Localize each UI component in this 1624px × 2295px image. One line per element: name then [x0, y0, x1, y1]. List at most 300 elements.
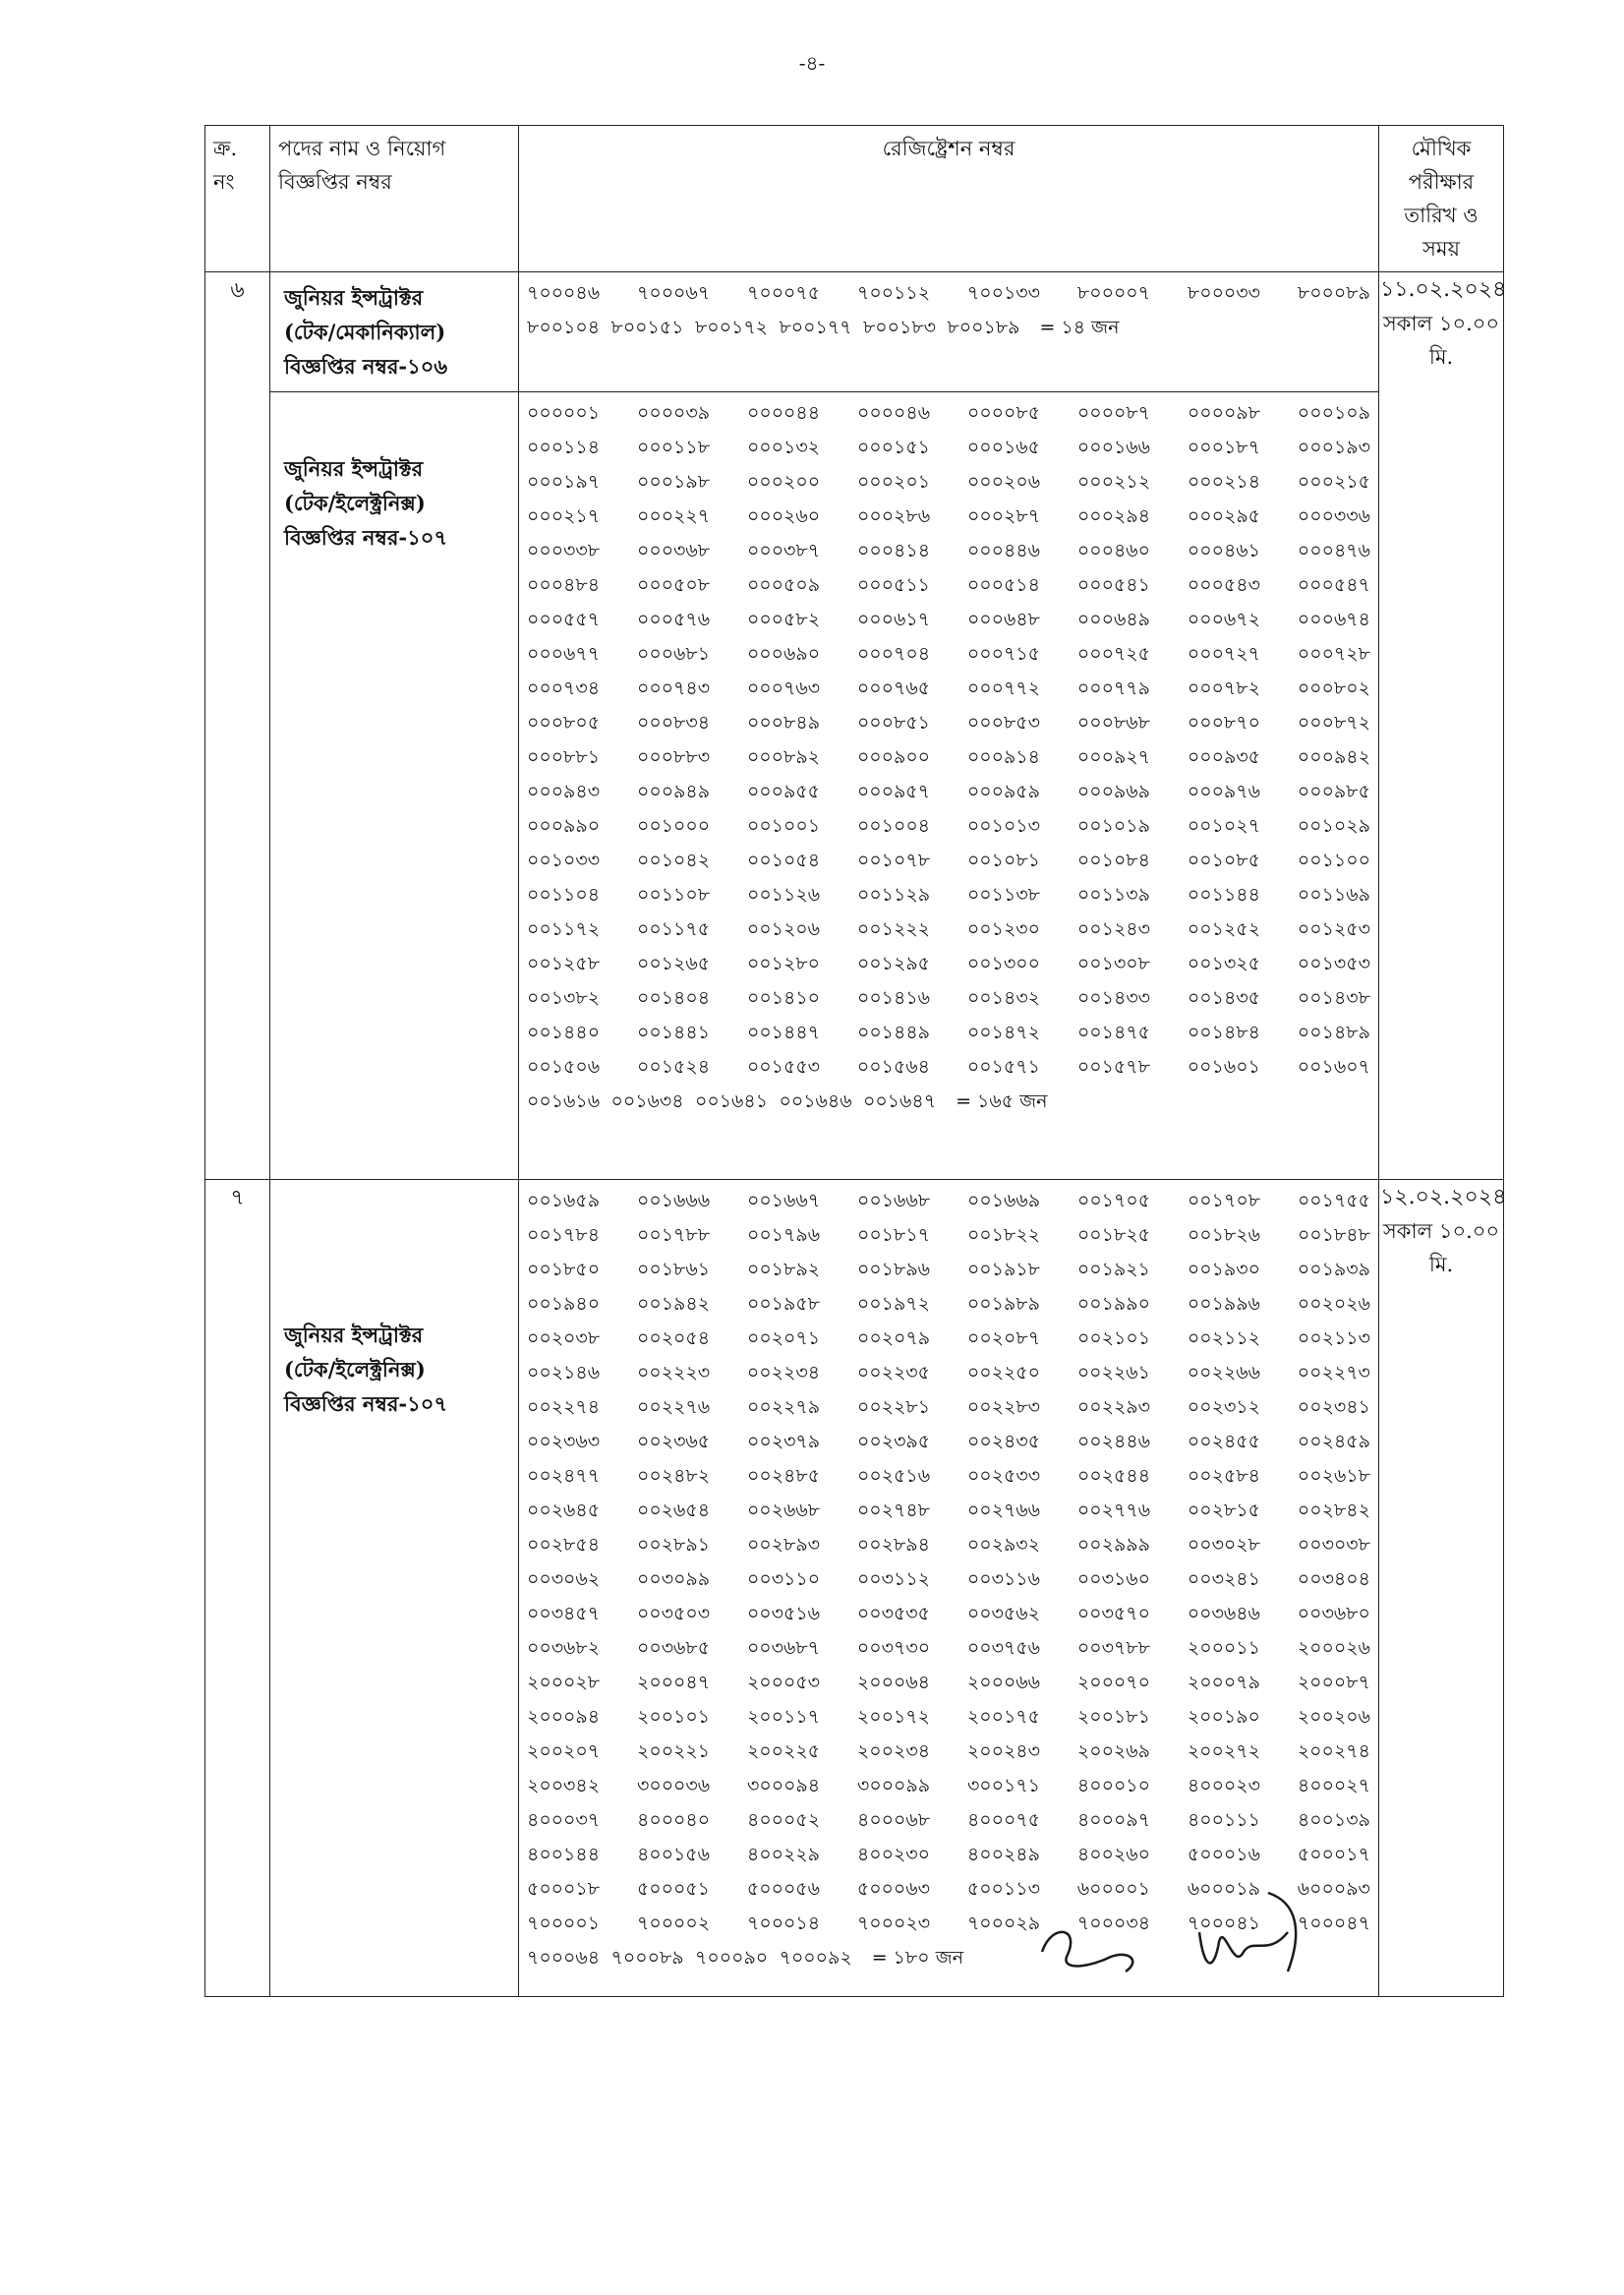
registration-number: ০০২২৮৩	[966, 1396, 1041, 1418]
registration-number: ০০১০০১	[746, 815, 821, 837]
registration-number: ০০১৪৩২	[966, 987, 1041, 1009]
registration-number: ২০০২২৫	[746, 1740, 821, 1762]
registration-number: ৭০০০০১	[527, 1912, 601, 1934]
registration-number: ০০০৮৪৯	[746, 712, 821, 734]
registration-number: ০০২১৪৬	[527, 1362, 601, 1383]
registration-number: ০০২০৭৯	[856, 1327, 931, 1349]
registration-number: ০০০৬৮১	[637, 643, 711, 665]
registration-number: ৩০০০৯৯	[856, 1775, 931, 1796]
registration-number: ০০২২৫০	[966, 1362, 1040, 1383]
registration-number: ০০০৫৫৭	[527, 609, 601, 630]
registration-number: ০০১৯৮৯	[966, 1293, 1040, 1315]
registration-number: ০০০২০৬	[966, 471, 1041, 493]
registration-number: ০০১৪৮৪	[1187, 1022, 1260, 1043]
registration-number: ০০৩৭৮৮	[1076, 1637, 1150, 1659]
registration-number: ০০০৪৪৬	[966, 540, 1041, 561]
registration-number: ৪০০২৪৯	[966, 1844, 1040, 1865]
registration-number: ০০১২৮০	[746, 953, 821, 974]
registration-number: ০০২৮৫৪	[527, 1534, 601, 1556]
registration-number: ০০২০৩৮	[527, 1327, 601, 1349]
registration-number: ০০০৫১৪	[966, 574, 1040, 596]
registration-line	[527, 844, 1370, 878]
registration-number: ২০০০৯৪	[527, 1706, 601, 1728]
registration-number: ৭০০০০২	[636, 1912, 711, 1934]
registration-number: ০০০৯৪৯	[636, 781, 711, 802]
registration-line	[527, 1390, 1370, 1425]
registration-number: ২০০২৩৪	[856, 1740, 931, 1762]
registration-number: ০০০৮৯২	[746, 746, 821, 768]
registration-number: ০০৩৬৮৫	[636, 1637, 711, 1659]
registration-number: ০০১০৩৩	[527, 850, 601, 871]
registration-number: ০০২৫৪৪	[1076, 1465, 1151, 1487]
registration-number: ০০২২৭৯	[746, 1396, 821, 1418]
registration-number: ০০১১২৬	[746, 884, 821, 906]
post-cell	[270, 1180, 519, 1997]
registration-number: ২০০০৭০	[1076, 1672, 1150, 1693]
registration-number: ০০১৮৯৬	[856, 1259, 931, 1280]
registration-number: ০০৩৬৪৬	[1187, 1603, 1260, 1624]
registration-number: ০০২৩৪১	[1297, 1396, 1370, 1418]
registration-number: ০০১৯৪২	[636, 1293, 711, 1315]
registration-number: ০০১১৭৫	[636, 918, 711, 940]
registration-number: ০০১৭৮৮	[636, 1224, 711, 1246]
registration-number: ০০১৭৮৪	[527, 1224, 601, 1246]
registration-number: ০০১২৫৩	[1297, 918, 1370, 940]
registration-number: ০০১১৩৯	[1076, 884, 1150, 906]
registration-line	[527, 740, 1370, 775]
registration-number: ০০১৮৬১	[636, 1259, 711, 1280]
registration-number: ০০২৩৭৯	[747, 1431, 821, 1452]
registration-number: ৪০০২৩০	[856, 1844, 930, 1865]
registration-number: ০০১৪৪০	[527, 1022, 601, 1043]
registration-number: ০০২১১৩	[1297, 1327, 1370, 1349]
registration-number: ০০০৬৭২	[1187, 609, 1260, 630]
registration-number: ০০০১৮৭	[1187, 437, 1260, 458]
registration-line	[527, 878, 1370, 912]
interview-date: ১১.০২.২০২৪	[1380, 277, 1507, 302]
registration-number: ০০৩৪০৪	[1297, 1568, 1370, 1590]
registration-number: ৫০০০১৬	[1187, 1844, 1260, 1865]
registration-number: ০০৩৬৮২	[527, 1637, 601, 1659]
registration-number: ০০১৬০৭	[1297, 1056, 1370, 1078]
registration-number: ০০১৩২৫	[1187, 953, 1260, 974]
registration-number: ০০২২৮১	[856, 1396, 931, 1418]
registration-number: ০০১৯৯৬	[1187, 1293, 1260, 1315]
registration-number: ০০০১৯৭	[527, 471, 601, 493]
registration-line	[527, 775, 1370, 809]
registration-number: ২০০২৪৩	[966, 1740, 1040, 1762]
registration-number: ৪০০০৩৭	[527, 1809, 601, 1831]
header-serial: ক্র. নং	[205, 126, 270, 272]
registration-number: ০০২৬৬৮	[746, 1500, 821, 1521]
registration-number: ০০০১৩২	[746, 437, 821, 458]
registration-line	[527, 568, 1370, 603]
registration-line	[527, 1769, 1370, 1803]
header-registration: রেজিষ্ট্রেশন নম্বর	[519, 126, 1379, 272]
registration-line	[527, 534, 1370, 568]
registration-number: ০০০৩৩৬	[1297, 505, 1370, 527]
registration-number: ০০১৮৪৮	[1297, 1224, 1370, 1246]
registration-number: ০০০৮০৫	[527, 712, 601, 734]
serial-cell: ৭	[205, 1180, 270, 1997]
registration-number: ০০০৯০০	[856, 746, 931, 768]
registration-number: ০০২৩৬৩	[527, 1431, 601, 1452]
registration-number: ২০০২৬৯	[1076, 1740, 1150, 1762]
registration-number: ০০১১০০	[1297, 850, 1370, 871]
registration-line	[527, 912, 1370, 947]
post-title: জুনিয়র ইন্সট্রাক্টর	[284, 456, 424, 481]
registration-number: ০০১৮৯২	[746, 1259, 821, 1280]
registration-number: ৭০০০৭৫	[746, 282, 821, 304]
registration-number: ০০২৫৩৩	[966, 1465, 1041, 1487]
registration-number: ০০১১৪৪	[1187, 884, 1260, 906]
registration-number: ২০০২২১	[636, 1740, 711, 1762]
registration-number: ০০২৮১৫	[1187, 1500, 1260, 1521]
registration-number: ০০২৮৯১	[636, 1534, 711, 1556]
registration-number: ০০২৯৩২	[966, 1534, 1040, 1556]
registration-number: ০০২৮৯৩	[746, 1534, 821, 1556]
registration-line	[527, 1050, 1370, 1085]
registration-number: ০০৩৫৭০	[1076, 1603, 1150, 1624]
registration-number: ০০০৭২৫	[1076, 643, 1150, 665]
registration-number: ৪০০০৪০	[637, 1809, 711, 1831]
registration-number: ২০০০১১	[1187, 1637, 1260, 1659]
header-interview-date: মৌখিক পরীক্ষার তারিখ ও সময়	[1379, 126, 1504, 272]
registration-line	[527, 1597, 1370, 1631]
registration-number: ০০২০৫৪	[637, 1327, 711, 1349]
registration-number: ০০৩৭৫৬	[966, 1637, 1041, 1659]
registration-number: ০০০৯৪৩	[527, 781, 601, 802]
registration-number: ৪০০২২৯	[746, 1844, 820, 1865]
registration-number: ০০২১১২	[1187, 1327, 1261, 1349]
registration-number: ০০১০১৩	[966, 815, 1040, 837]
registration-number: ২০০১০১	[636, 1706, 711, 1728]
registration-line	[527, 500, 1370, 534]
header-post: পদের নাম ও নিয়োগ বিজ্ঞপ্তির নম্বর	[270, 126, 519, 272]
registration-number: ০০৩৬৮৭	[746, 1637, 821, 1659]
registration-number: ০০৩০৩৮	[1297, 1534, 1370, 1556]
registration-number: ০০১৪৭২	[966, 1022, 1041, 1043]
registration-number: ০০১৮২২	[966, 1224, 1041, 1246]
registration-number: ০০১২৩০	[966, 918, 1041, 940]
registration-number: ০০৩৪৫৭	[527, 1603, 601, 1624]
registration-number: ০০০৪৬০	[1076, 540, 1151, 561]
registration-number: ০০১৪৪৭	[746, 1022, 821, 1043]
registration-number: ০০২৩৯৫	[857, 1431, 931, 1452]
registration-number: ৪০০১৫৬	[636, 1844, 710, 1865]
candidate-total: = ১৬৫ জন	[956, 1090, 1048, 1112]
registration-number: ০০১১৭২	[527, 918, 601, 940]
registration-number: ০০২২৩৫	[856, 1362, 930, 1383]
registration-number: ০০০২৯৫	[1187, 505, 1260, 527]
registration-number: ২০০১৯০	[1187, 1706, 1260, 1728]
registration-number: ০০০৯৯০	[527, 815, 601, 837]
registration-number: ৭০০১১২	[856, 282, 931, 304]
registration-line	[527, 1218, 1370, 1253]
registration-number: ০০০২৮৬	[856, 505, 931, 527]
registration-number: ০০০৮৭০	[1187, 712, 1260, 734]
registration-number: ০০১৭৫৫	[1297, 1190, 1370, 1211]
registration-number: ০০০৭৭৯	[1076, 677, 1150, 699]
registration-number: ০০০৭০৪	[856, 643, 931, 665]
registration-number: ০০০০৯৮	[1187, 402, 1261, 424]
registration-number: ৪০০০২৭	[1297, 1775, 1370, 1796]
post-title: জুনিয়র ইন্সট্রাক্টর	[284, 1323, 424, 1347]
registration-number: ০০১৯৩৯	[1297, 1259, 1370, 1280]
registration-number: ০০০৫৪৭	[1297, 574, 1370, 596]
registration-number: ৫০০০১৭	[1297, 1844, 1370, 1865]
registration-number: ৭০০০৪৬	[527, 282, 601, 304]
registration-number: ০০০৯৩৫	[1187, 746, 1261, 768]
registration-number: ৪০০২৬০	[1076, 1844, 1150, 1865]
registration-number: ০০০৫৪১	[1076, 574, 1150, 596]
candidate-total: = ১৮০ জন	[871, 1947, 964, 1969]
registration-number: ০০১৮২৬	[1187, 1224, 1261, 1246]
interview-date: ১২.০২.২০২৪	[1380, 1185, 1507, 1209]
registration-number: ০০১১০৮	[636, 884, 711, 906]
post-trade: (টেক/মেকানিক্যাল)	[284, 320, 446, 344]
registration-line	[527, 1494, 1370, 1528]
registration-number: ০০০৯৫৫	[746, 781, 821, 802]
registration-number: ০০১৬৬৯	[966, 1190, 1041, 1211]
registration-line	[527, 1459, 1370, 1494]
registration-number: ০০১৪০৪	[637, 987, 711, 1009]
registration-number: ০০০৩৮৭	[747, 540, 821, 561]
registration-line	[527, 1425, 1370, 1459]
registration-number: ০০০২৮৭	[966, 505, 1041, 527]
registration-number: ৩০০০৩৬	[637, 1775, 711, 1796]
registration-number: ২০০১৮১	[1076, 1706, 1150, 1728]
registration-number: ০০০৮৫১	[856, 712, 930, 734]
registration-line	[527, 1085, 1370, 1119]
registration-number: ৫০০০৫১	[636, 1878, 711, 1900]
registration-number: ০০০৭৮২	[1187, 677, 1260, 699]
registration-number: ০০০৬৭৭	[527, 643, 601, 665]
registration-number: ০০২৮৪২	[1297, 1500, 1370, 1521]
registration-number: ০০২৬৪৫	[527, 1500, 601, 1521]
registration-number: ০০০৪৬১	[1187, 540, 1260, 561]
registration-line	[527, 1803, 1370, 1838]
registration-number: ০০০৯৪২	[1297, 746, 1370, 768]
registration-number: ০০০৯৮৫	[1297, 781, 1370, 802]
registration-number: ০০১০৮৫	[1187, 850, 1260, 871]
date-cell	[1379, 1180, 1507, 1997]
registration-line	[527, 1287, 1370, 1322]
registration-number: ৭০০০৩৪	[1076, 1912, 1151, 1934]
registration-number: ০০২৫১৬	[856, 1465, 931, 1487]
registration-number: ০০০৫৮২	[746, 609, 821, 630]
registration-number: ০০২৭৬৬	[966, 1500, 1041, 1521]
registration-line	[527, 1562, 1370, 1597]
registration-number: ০০০৯৭৬	[1187, 781, 1260, 802]
registration-number: ০০১৫০৬	[527, 1056, 601, 1078]
registration-number: ০০০৭৪৩	[636, 677, 711, 699]
registration-number: ০০১৪৩৮	[1297, 987, 1370, 1009]
registration-number: ০০০১৬৬	[1076, 437, 1151, 458]
registration-number: ০০০১০৯	[1297, 402, 1370, 424]
registration-number: ০০২২৬১	[1076, 1362, 1150, 1383]
candidate-total: = ১৪ জন	[1039, 317, 1120, 338]
registration-number: ০০০১১৮	[636, 437, 711, 458]
registration-number: ০০০৭৩৪	[527, 677, 601, 699]
registration-number: ৭০০০১৪	[746, 1912, 821, 1934]
registration-numbers: ০০১৬১৬ ০০১৬৩৪ ০০১৬৪১ ০০১৬৪৬ ০০১৬৪৭	[527, 1090, 937, 1112]
registration-number: ০০০২৯৪	[1076, 505, 1151, 527]
registration-number: ৪০০০২৩	[1187, 1775, 1260, 1796]
registration-number: ০০১৬০১	[1187, 1056, 1260, 1078]
registration-number: ০০০০৪৪	[747, 402, 821, 424]
registration-number: ০০১২০৬	[746, 918, 821, 940]
registration-line	[527, 947, 1370, 981]
registration-number: ২০০০৪৭	[636, 1672, 711, 1693]
registration-number: ০০০৯৫৯	[966, 781, 1040, 802]
registration-number: ০০০২১৭	[527, 505, 601, 527]
registration-number: ০০৩১৬০	[1076, 1568, 1150, 1590]
registration-cell	[519, 392, 1379, 1180]
registration-number: ০০২৩১২	[1187, 1396, 1260, 1418]
registration-number: ০০১৩০৮	[1076, 953, 1150, 974]
registration-number: ০০০৯২৭	[1076, 746, 1151, 768]
registration-number: ০০১০২৯	[1297, 815, 1370, 837]
registration-number: ০০১০৪২	[637, 850, 711, 871]
post-ad-number: বিজ্ঞপ্তির নম্বর-১০৬	[284, 354, 448, 379]
registration-number: ০০১৯৭২	[856, 1293, 930, 1315]
registration-number: ০০০৫৪৩	[1187, 574, 1260, 596]
registration-number: ০০১৬৬৮	[857, 1190, 931, 1211]
registration-number: ০০০৮৬৮	[1076, 712, 1150, 734]
registration-number: ০০৩০৯৯	[637, 1568, 711, 1590]
registration-number: ০০১৯৩০	[1187, 1259, 1260, 1280]
registration-number: ৪০০০৫২	[747, 1809, 821, 1831]
post-ad-number: বিজ্ঞপ্তির নম্বর-১০৭	[284, 1391, 448, 1416]
registration-number: ০০১২৫২	[1187, 918, 1260, 940]
registration-number: ৬০০০৯৩	[1297, 1878, 1370, 1900]
registration-line	[527, 1184, 1370, 1218]
registration-number: ৪০০০৭৫	[966, 1809, 1041, 1831]
registration-number: ০০১২৯৫	[856, 953, 930, 974]
registration-number: ০০২০৮৭	[966, 1327, 1041, 1349]
registration-number: ০০৩১১০	[746, 1568, 821, 1590]
registration-number: ৫০০০১৮	[527, 1878, 601, 1900]
interview-time: সকাল ১০.০০ মি.	[1382, 1219, 1500, 1276]
registration-number: ০০১২৪৩	[1076, 918, 1150, 940]
table-row	[205, 272, 1504, 392]
registration-number: ০০০৯৬৯	[1076, 781, 1150, 802]
registration-number: ৪০০০৯৭	[1076, 1809, 1151, 1831]
registration-line	[527, 1528, 1370, 1562]
registration-number: ০০২২৭৬	[636, 1396, 711, 1418]
registration-number: ০০২২৩৪	[746, 1362, 821, 1383]
registration-number: ৭০০১৩৩	[966, 282, 1041, 304]
registration-number: ০০০৭৬৫	[856, 677, 931, 699]
registration-number: ০০০৮৫৩	[966, 712, 1040, 734]
table-row	[205, 392, 1504, 1180]
registration-number: ০০২২৬৬	[1187, 1362, 1260, 1383]
registration-number: ২০০২৭৪	[1297, 1740, 1370, 1762]
post-trade: (টেক/ইলেক্ট্রনিক্স)	[284, 1357, 426, 1382]
registration-number: ০০২৪৫৫	[1187, 1431, 1260, 1452]
registration-number: ৭০০০৪৭	[1297, 1912, 1370, 1934]
registration-number: ০০০৫১১	[856, 574, 930, 596]
registration-number: ০০২৮৯৪	[856, 1534, 930, 1556]
registration-number: ০০০৭২৭	[1187, 643, 1260, 665]
registration-number: ০০২২৭৪	[527, 1396, 601, 1418]
registration-line	[527, 637, 1370, 672]
registration-line	[527, 672, 1370, 706]
registration-number: ০০০১৯৮	[636, 471, 711, 493]
registration-number: ০০২০৭১	[746, 1327, 821, 1349]
registration-number: ০০০০৮৫	[966, 402, 1041, 424]
signature-left	[1042, 1932, 1132, 1971]
registration-number: ০০০৮০২	[1297, 677, 1370, 699]
registration-number: ০০০২০০	[746, 471, 821, 493]
registration-number: ০০৩২৪১	[1187, 1568, 1260, 1590]
registration-number: ০০০০৩৯	[637, 402, 711, 424]
registration-number: ০০০৪৮৪	[527, 574, 601, 596]
registration-line	[527, 809, 1370, 844]
registration-number: ০০৩৫৩৫	[856, 1603, 930, 1624]
post-title: জুনিয়র ইন্সট্রাক্টর	[284, 285, 424, 310]
registration-number: ২০০০২৬	[1297, 1637, 1370, 1659]
registration-number: ২০০১১৭	[746, 1706, 821, 1728]
registration-number: ০০০৮৩৪	[636, 712, 711, 734]
registration-number: ৪০০০১০	[1076, 1775, 1150, 1796]
registration-number: ০০২১০১	[1076, 1327, 1151, 1349]
registration-number: ০০২৭৭৬	[1076, 1500, 1151, 1521]
registration-number: ০০২০২৬	[1297, 1293, 1370, 1315]
registration-number: ০০০৮৮৩	[636, 746, 711, 768]
registration-number: ০০০৩৬৮	[637, 540, 711, 561]
registration-line	[527, 981, 1370, 1016]
registration-number: ০০১৪৩৫	[1187, 987, 1261, 1009]
registration-number: ০০১৪৭৫	[1076, 1022, 1151, 1043]
registration-number: ০০১২৫৮	[527, 953, 601, 974]
registration-number: ০০৩৭৩০	[856, 1637, 931, 1659]
registration-number: ০০১৯২১	[1076, 1259, 1150, 1280]
registration-number: ০০১৯৪০	[527, 1293, 601, 1315]
registration-number: ০০০৪১৪	[857, 540, 931, 561]
registration-line	[527, 311, 1370, 345]
registration-number: ০০২৪৪৬	[1076, 1431, 1151, 1452]
registration-number: ০০১১৩৮	[966, 884, 1041, 906]
registration-number: ০০১৪৮৯	[1297, 1022, 1370, 1043]
registration-line	[527, 603, 1370, 637]
registration-number: ৮০০০৮৯	[1297, 282, 1370, 304]
registration-line	[527, 431, 1370, 465]
registration-number: ০০১৭০৫	[1076, 1190, 1151, 1211]
registration-number: ০০০৬৪৯	[1076, 609, 1150, 630]
registration-number: ০০০৬১৭	[856, 609, 931, 630]
post-cell	[270, 272, 519, 392]
registration-number: ০০০৫০৯	[746, 574, 821, 596]
registration-number: ০০২৪৮৫	[747, 1465, 821, 1487]
registration-number: ৫০০০৫৬	[746, 1878, 820, 1900]
registration-number: ০০০১৬৫	[966, 437, 1040, 458]
registration-number: ০০০২১৫	[1297, 471, 1370, 493]
registration-number: ৭০০০৬৭	[636, 282, 711, 304]
registration-number: ৬০০০১৯	[1187, 1878, 1260, 1900]
registration-number: ০০০৯১৪	[966, 746, 1041, 768]
registration-number: ২০০০৬৬	[966, 1672, 1040, 1693]
registration-number: ০০০৭৬৩	[746, 677, 821, 699]
registration-number: ৭০০০২৯	[966, 1912, 1041, 1934]
registration-number: ০০১৩০০	[966, 953, 1041, 974]
post-ad-number: বিজ্ঞপ্তির নম্বর-১০৭	[284, 525, 448, 550]
registration-number: ০০১২২২	[856, 918, 931, 940]
registration-number: ০০১০২৭	[1187, 815, 1260, 837]
registration-number: ০০১৬৬৬	[636, 1190, 711, 1211]
serial-cell: ৬	[205, 272, 270, 1180]
